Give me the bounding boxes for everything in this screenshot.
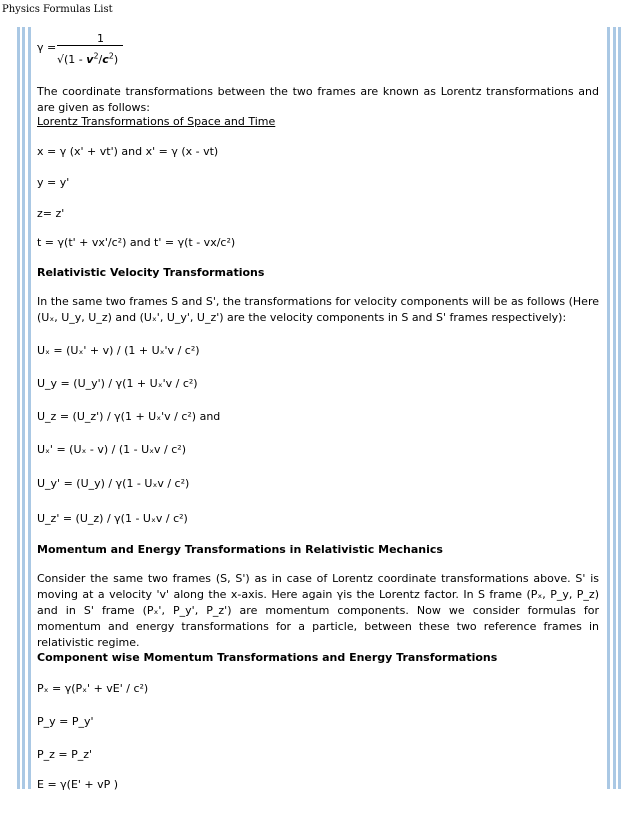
heading-momentum: Momentum and Energy Transformations in Relativistic Mechanics: [37, 543, 443, 556]
equation-py: P_y = P_y': [37, 715, 94, 728]
right-border-rule: [607, 27, 610, 789]
gamma-numerator: 1: [97, 32, 104, 45]
left-border-rule: [22, 27, 25, 789]
left-border-rule: [17, 27, 20, 789]
equation-e: E = γ(E' + vP ): [37, 778, 119, 791]
momentum-paragraph: Consider the same two frames (S, S') as in case of Lorentz coordinate transformations above. S' is moving at a velocity 'v' along the x-axis. Here again γis the Lorentz factor. In S frame (Pₓ, P_y, P_z) and in S' frame (Pₓ', P_y', P_z') are momentum components. Now we consider formulas for momentum and energy transformations for a particle, between these two reference frames in relativistic regime.: [37, 572, 599, 649]
equation-y: y = y': [37, 176, 70, 189]
gamma-denominator: $√(1 - v^2/c^2)$: [57, 51, 119, 66]
gamma-formula: [37, 30, 157, 70]
equation-z: z= z': [37, 207, 65, 220]
heading-velocity: Relativistic Velocity Transformations: [37, 266, 265, 279]
lorentz-link[interactable]: Lorentz Transformations of Space and Time: [37, 115, 276, 128]
equation-pz: P_z = P_z': [37, 748, 93, 761]
equation-t: t = γ(t' + vx'/c²) and t' = γ(t - vx/c²): [37, 236, 236, 249]
fraction-bar: [57, 45, 123, 46]
intro-paragraph: The coordinate transformations between the two frames are known as Lorentz transformations and are given as follows:: [37, 85, 599, 114]
right-border-rule: [613, 27, 616, 789]
right-border-rule: [618, 27, 621, 789]
equation-ux: Uₓ = (Uₓ' + v) / (1 + Uₓ'v / c²): [37, 344, 200, 357]
equation-uy: U_y = (U_y') / γ(1 + Uₓ'v / c²): [37, 377, 198, 390]
equation-px: Pₓ = γ(Pₓ' + vE' / c²): [37, 682, 149, 695]
equation-uz-prime: U_z' = (U_z) / γ(1 - Uₓv / c²): [37, 512, 188, 525]
gamma-lhs: γ =: [37, 41, 57, 54]
page-header-title: Physics Formulas List: [2, 4, 113, 15]
velocity-paragraph: In the same two frames S and S', the transformations for velocity components will be as follows (Here (Uₓ, U_y, U_z) and (Uₓ', U_y', U_z') are the velocity components in S and S' frames respectively):: [37, 295, 599, 324]
equation-uy-prime: U_y' = (U_y) / γ(1 - Uₓv / c²): [37, 477, 190, 490]
heading-component: Component wise Momentum Transformations and Energy Transformations: [37, 651, 498, 664]
equation-uz: U_z = (U_z') / γ(1 + Uₓ'v / c²) and: [37, 410, 221, 423]
left-border-rule: [28, 27, 31, 789]
equation-ux-prime: Uₓ' = (Uₓ - v) / (1 - Uₓv / c²): [37, 443, 186, 456]
equation-x: x = γ (x' + vt') and x' = γ (x - vt): [37, 145, 219, 158]
